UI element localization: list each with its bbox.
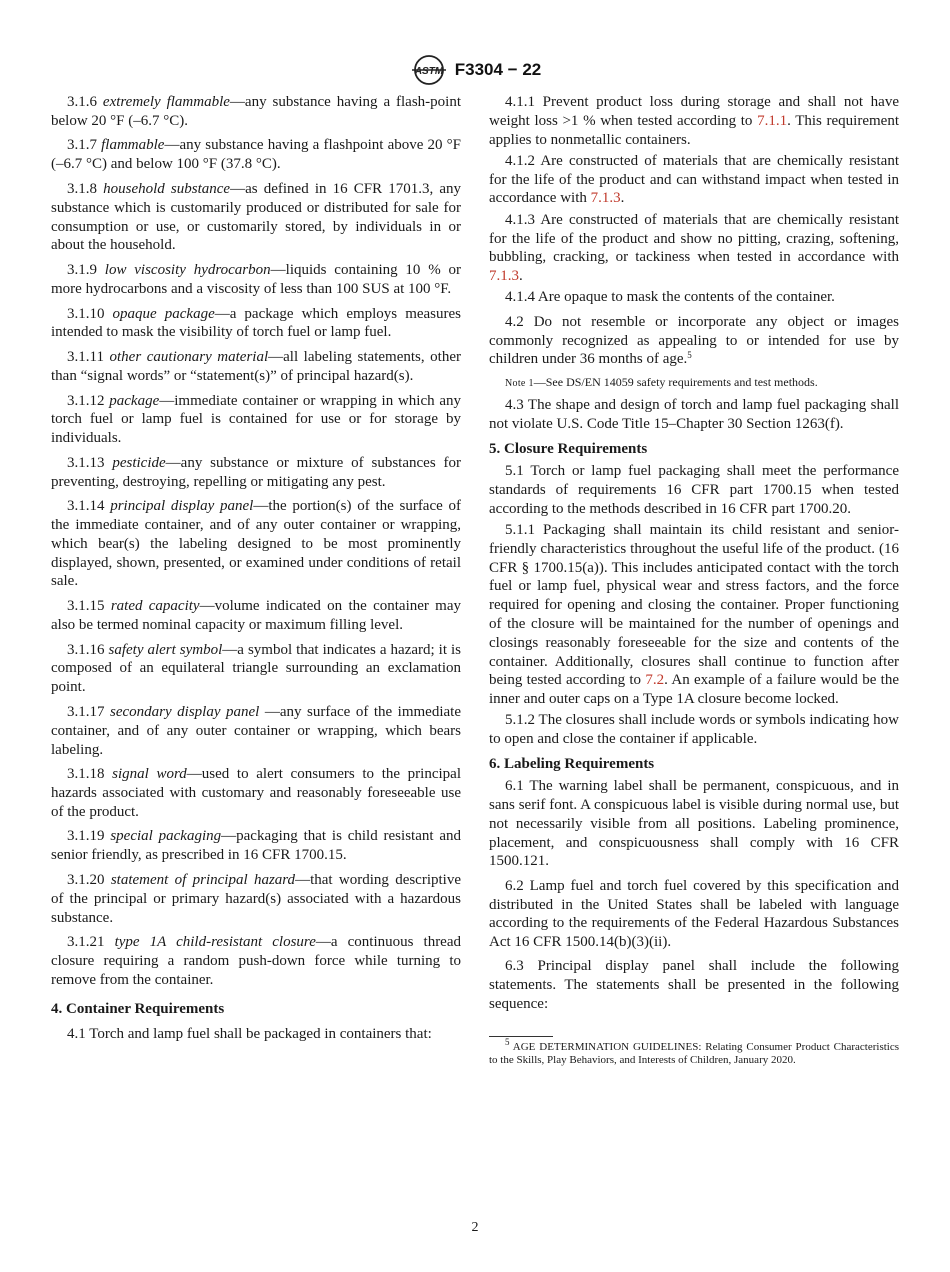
reference-link-7-1-3[interactable]: 7.1.3 [590,190,621,207]
definition-3-1-8: 3.1.8 household substance—as defined in 16 CFR 1701.3, any substance which is customarily produced or distributed for sale for consumption or use, or customarily stored, by individuals in or about the household. [51,180,462,254]
footnote-marker[interactable]: 5 [687,350,692,361]
reference-link-7-2[interactable]: 7.2 [645,672,665,689]
paragraph-5-1-1: 5.1.1 Packaging shall maintain its child resistant and senior-friendly characteristics throughout the useful life of the product. (16 CFR § 1700.15(a)). This includes anticipated contact with the torch fuel or lamp fuel, physical wear and stress factors, and the force required for opening and closing the container. Proper functioning of the closure will be maintained for the number of openings and closings reasonably foreseeable for the size and contents of the container. Additionally, closures shall continue to function after being tested according to 7.2. An example of a failure would be the inner and outer caps on a Type 1A closure become locked. [489,521,900,708]
definition-3-1-20: 3.1.20 statement of principal hazard—that wording descriptive of the principal or primary hazard(s) associated with a hazardous substance. [51,871,461,926]
right-column [489,93,899,1068]
document-designation: F3304 − 22 [454,60,542,79]
definition-3-1-10: 3.1.10 opaque package—a package which employs measures intended to mask the visibility of torch fuel or lamp fuel. [51,305,461,341]
paragraph-6-3: 6.3 Principal display panel shall include the following statements. The statements shall be presented in the following sequence: [489,958,899,1013]
paragraph-4-2: 4.2 Do not resemble or incorporate any object or images commonly recognized as appealing to or intended for use by children under 36 months of age.$^5$ [489,313,899,368]
page-number: 2 [471,1220,479,1235]
definition-3-1-6: 3.1.6 extremely flammable—any substance having a flash-point below 20 °F (–6.7 °C). [51,94,462,129]
paragraph-4-3: 4.3 The shape and design of torch and lamp fuel packaging shall not violate U.S. Code Title 15–Chapter 30 Section 1263(f). [489,397,899,432]
footnote-5: $^5$ AGE DETERMINATION GUIDELINES: Relating Consumer Product Characteristics to the Skills, Play Behaviors, and Interests of Children, January 2020. [489,1036,899,1067]
paragraph-4-1-3: 4.1.3 Are constructed of materials that are chemically resistant for the life of the product and show no pitting, crazing, softening, bubbling, cracking, or tackiness when tested in accordance with 7.1.3. [489,211,899,285]
paragraph-6-1: 6.1 The warning label shall be permanent, conspicuous, and in sans serif font. A conspicuous label is visible during normal use, but not necessarily visible from all positions. Labeling prominence, placement, and conspicuousness shall comply with 16 CFR 1500.121. [489,778,899,870]
definition-3-1-18: 3.1.18 signal word—used to alert consumers to the principal hazards associated with customary and reasonably foreseeable use of the product. [51,766,461,820]
paragraph-4-1-1: 4.1.1 Prevent product loss during storage and shall not have weight loss >1 % when tested according to 7.1.1. This requirement applies to nonmetallic containers. [489,94,899,148]
definition-3-1-9: 3.1.9 low viscosity hydrocarbon—liquids containing 10 % or more hydrocarbons and a viscosity of less than 100 SUS at 100 °F. [51,262,461,297]
paragraph-4-1-2: 4.1.2 Are constructed of materials that are chemically resistant for the life of the product and can withstand impact when tested in accordance with 7.1.3. [489,152,899,207]
section-5-heading: 5. Closure Requirements [489,440,648,457]
page-header [0,54,950,86]
paragraph-4-1-4: 4.1.4 Are opaque to mask the contents of the container. [505,289,835,306]
section-6-heading: 6. Labeling Requirements [489,756,655,772]
left-column [51,93,461,1050]
definition-3-1-7: 3.1.7 flammable—any substance having a flashpoint above 20 °F (–6.7 °C) and below 100 °F (37.8 °C). [51,137,462,173]
definition-3-1-16: 3.1.16 safety alert symbol—a symbol that indicates a hazard; it is composed of an equilateral triangle surrounding an exclamation point. [51,641,461,696]
footnote-divider [489,1036,553,1037]
note-1: Note 1—See DS/EN 14059 safety requirements and test methods. [505,375,818,390]
reference-link-7-1-1[interactable]: 7.1.1 [757,112,788,129]
definition-3-1-21: 3.1.21 type 1A child-resistant closure—a continuous thread closure requiring a random push-down force while turning to remove from the container. [51,934,462,988]
section-4-heading: 4. Container Requirements [51,1000,225,1017]
paragraph-5-1: 5.1 Torch or lamp fuel packaging shall meet the performance standards of requirements 16 CFR part 1700.15 when tested according to the methods described in 16 CFR part 1700.20. [489,463,899,517]
definition-3-1-17: 3.1.17 secondary display panel —any surface of the immediate container, and of any outer container or wrapping, which bears labeling. [51,703,461,758]
definition-3-1-11: 3.1.11 other cautionary material—all labeling statements, other than “signal words” or “statement(s)” of principal hazard(s). [51,349,462,384]
paragraph-4-1: 4.1 Torch and lamp fuel shall be packaged in containers that: [67,1025,432,1042]
paragraph-5-1-2: 5.1.2 The closures shall include words or symbols indicating how to open and close the container if applicable. [489,712,899,748]
astm-logo-icon [409,54,449,86]
definition-3-1-13: 3.1.13 pesticide—any substance or mixture of substances for preventing, destroying, repelling or mitigating any pest. [51,454,461,490]
paragraph-6-2: 6.2 Lamp fuel and torch fuel covered by this specification and distributed in the United States shall be labeled with language according to the requirements of the Federal Hazardous Substances Act 16 CFR 1500.14(b)(3)(ii). [489,877,899,951]
definition-3-1-14: 3.1.14 principal display panel—the portion(s) of the surface of the immediate container, and of any outer container or wrapping, which bear(s) the labeling designed to be most prominently displayed, shown, presented, or examined under conditions of retail sale. [51,498,461,590]
svg-text:ASTM: ASTM [414,66,443,77]
definition-3-1-15: 3.1.15 rated capacity—volume indicated on the container may also be termed nominal capacity or maximum filling level. [51,598,462,633]
reference-link-7-1-3[interactable]: 7.1.3 [489,268,519,285]
definition-3-1-12: 3.1.12 package—immediate container or wrapping in which any torch fuel or lamp fuel is contained for use or for storage by individuals. [51,392,462,447]
definition-3-1-19: 3.1.19 special packaging—packaging that is child resistant and senior friendly, as prescribed in 16 CFR 1700.15. [51,828,461,864]
